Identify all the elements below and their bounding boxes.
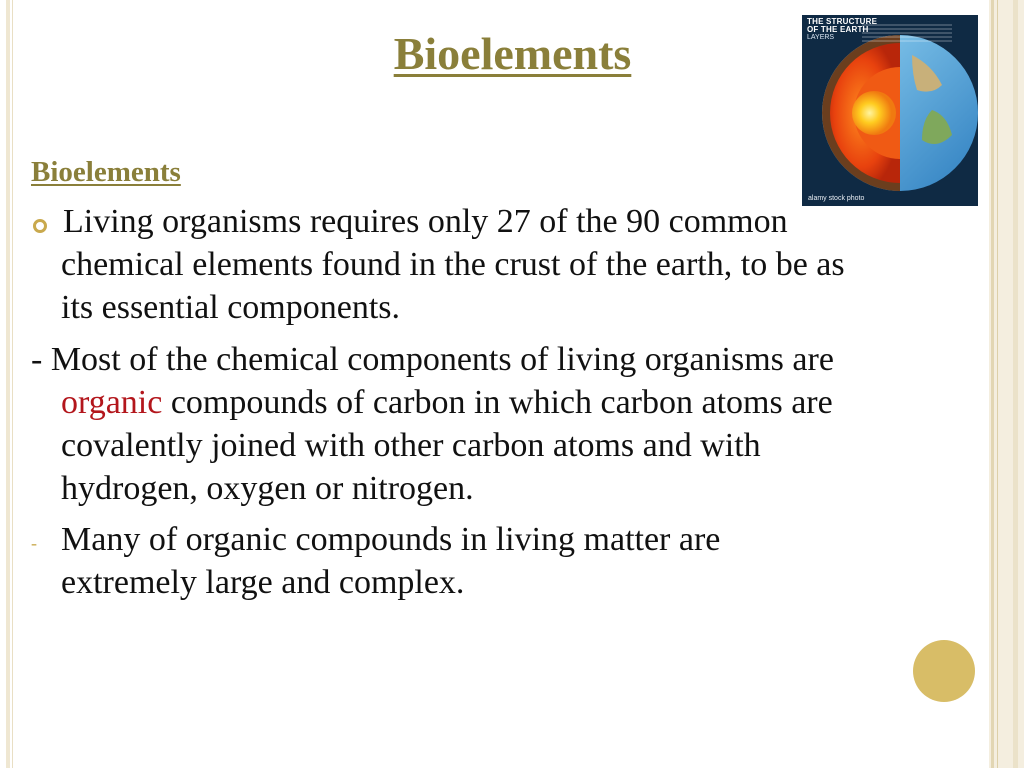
stock-photo-watermark: alamy stock photo — [808, 195, 865, 202]
image-title-line: OF THE EARTH — [807, 25, 869, 34]
earth-layers-illustration — [802, 15, 978, 206]
right-border-stripe — [991, 0, 994, 768]
paragraph-line: Many of organic compounds in living matter are — [61, 521, 721, 558]
image-subtitle: LAYERS — [807, 34, 835, 41]
paragraph-line-rest: compounds of carbon in which carbon atoms are — [162, 384, 833, 421]
decorative-circle — [913, 640, 975, 702]
paragraph-line: - Most of the chemical components of living organisms are — [31, 341, 834, 378]
paragraph-line: Living organisms requires only 27 of the 90 common — [63, 203, 788, 240]
image-title — [807, 18, 877, 34]
paragraph-line: chemical elements found in the crust of the earth, to be as — [61, 246, 845, 283]
section-subheading: Bioelements — [31, 156, 181, 188]
right-border-stripe — [1013, 0, 1018, 768]
highlighted-word-organic: organic — [61, 384, 163, 421]
right-border-panel — [989, 0, 1024, 768]
paragraph-line: its essential components. — [61, 289, 401, 326]
paragraph-line: covalently joined with other carbon atoms and with — [61, 427, 761, 464]
right-border-stripe — [997, 0, 998, 768]
inner-core — [852, 91, 896, 135]
earth-structure-image — [802, 15, 978, 206]
paragraph-line: extremely large and complex. — [61, 564, 465, 601]
bullet-paragraph-2 — [31, 338, 981, 510]
image-title-line: THE STRUCTURE — [807, 17, 878, 26]
paragraph-line: hydrogen, oxygen or nitrogen. — [61, 470, 474, 507]
bullet-circle-icon — [33, 219, 47, 233]
left-border-line — [12, 0, 13, 768]
bullet-paragraph-1 — [61, 200, 986, 329]
bullet-dash-marker: - — [31, 533, 37, 553]
paragraph-line — [31, 381, 981, 424]
left-border-bar — [6, 0, 10, 768]
bullet-paragraph-3 — [61, 518, 961, 604]
slide-title: Bioelements — [393, 28, 632, 79]
